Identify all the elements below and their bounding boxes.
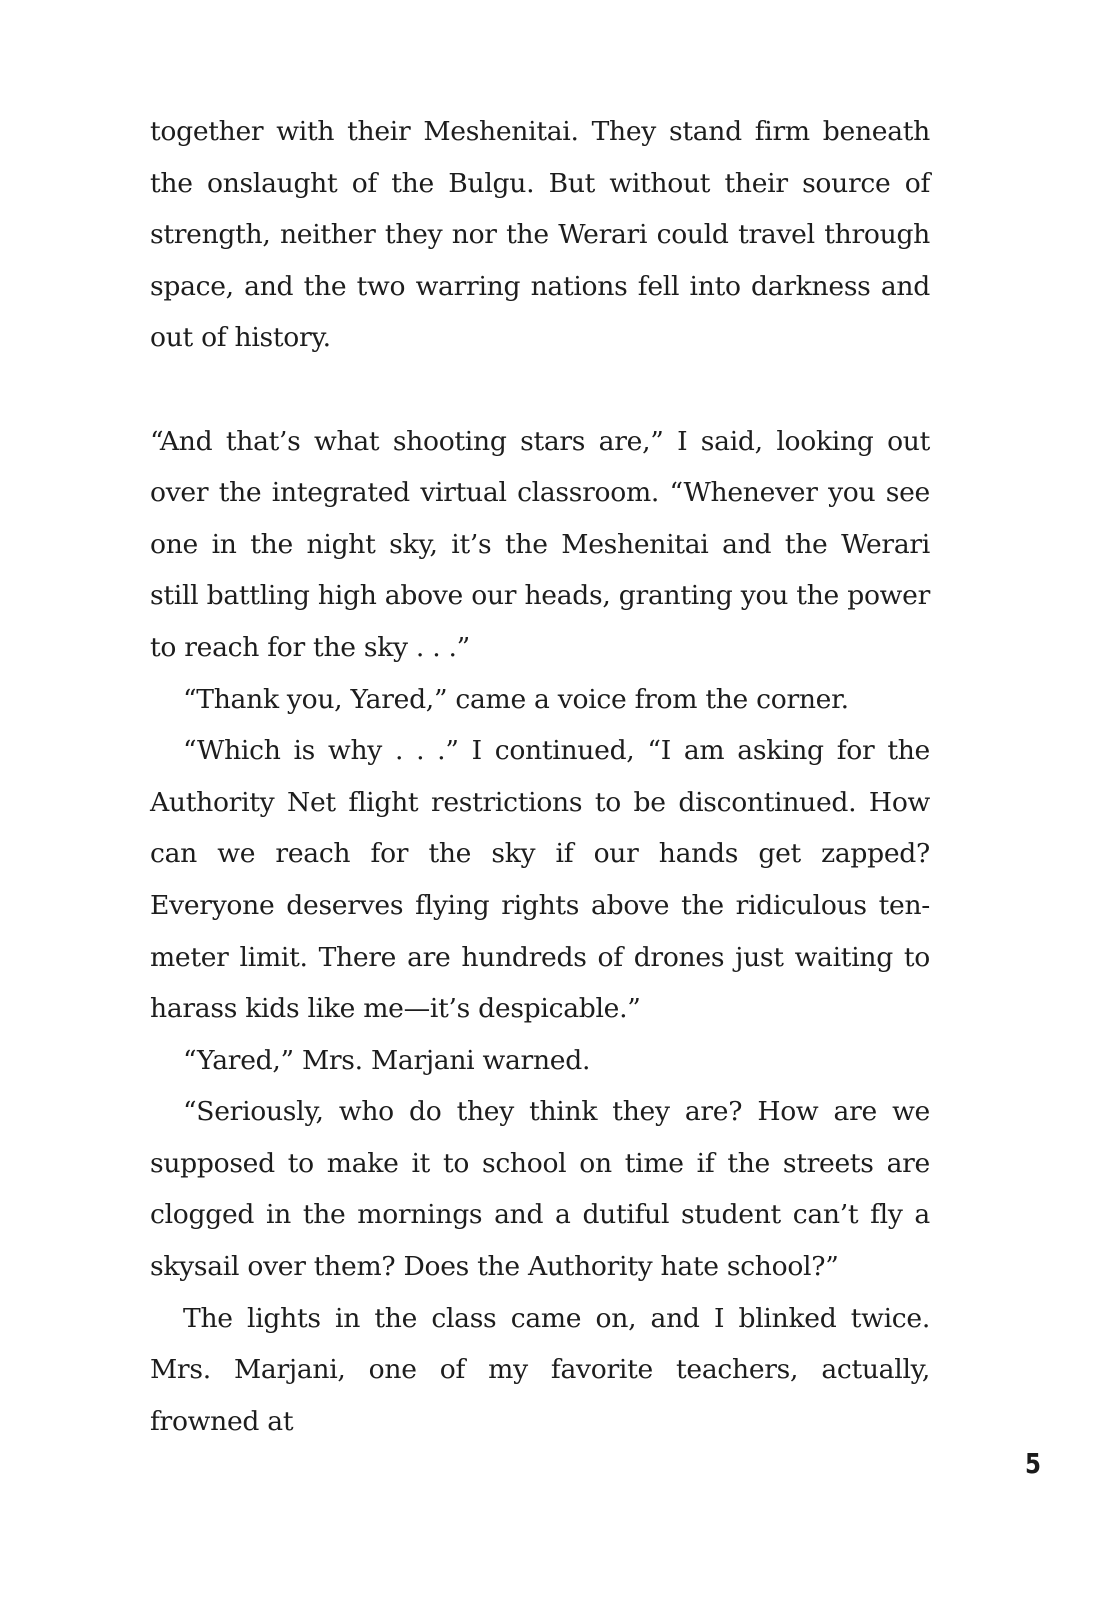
paragraph-6: “Seriously, who do they think they are? How are we supposed to make it to school on time if the streets are clogged in the mornings and a dutiful student can’t fly a skysail over them? Does the Authority hate school?” (150, 1096, 930, 1283)
paragraph-1: together with their Meshenitai. They stand firm beneath the onslaught of the Bulgu. But without their source of strength, neither they nor the Werari could travel through space, and the two warring nations fell into darkness and out of history. (150, 116, 930, 354)
page-number: 5 (1025, 1447, 1041, 1480)
paragraph-3: “Thank you, Yared,” came a voice from the corner. (183, 683, 849, 715)
body-text (150, 106, 930, 1447)
paragraph-2: “And that’s what shooting stars are,” I said, looking out over the integrated virtual classroom. “Whenever you see one in the night sky, it’s the Meshenitai and the Werari still battling high above our heads, granting you the power to reach for the sky . . .” (150, 425, 930, 663)
paragraph-7: The lights in the class came on, and I blinked twice. Mrs. Marjani, one of my favorite teachers, actually, frowned at (150, 1302, 930, 1437)
paragraph-4: “Which is why . . .” I continued, “I am asking for the Authority Net flight restrictions to be discontinued. How can we reach for the sky if our hands get zapped? Everyone deserves flying rights above the ridiculous ten-meter limit. There are hundreds of drones just waiting to harass kids like me—it’s despicable.” (150, 735, 930, 1025)
paragraph-5: “Yared,” Mrs. Marjani warned. (183, 1044, 591, 1076)
